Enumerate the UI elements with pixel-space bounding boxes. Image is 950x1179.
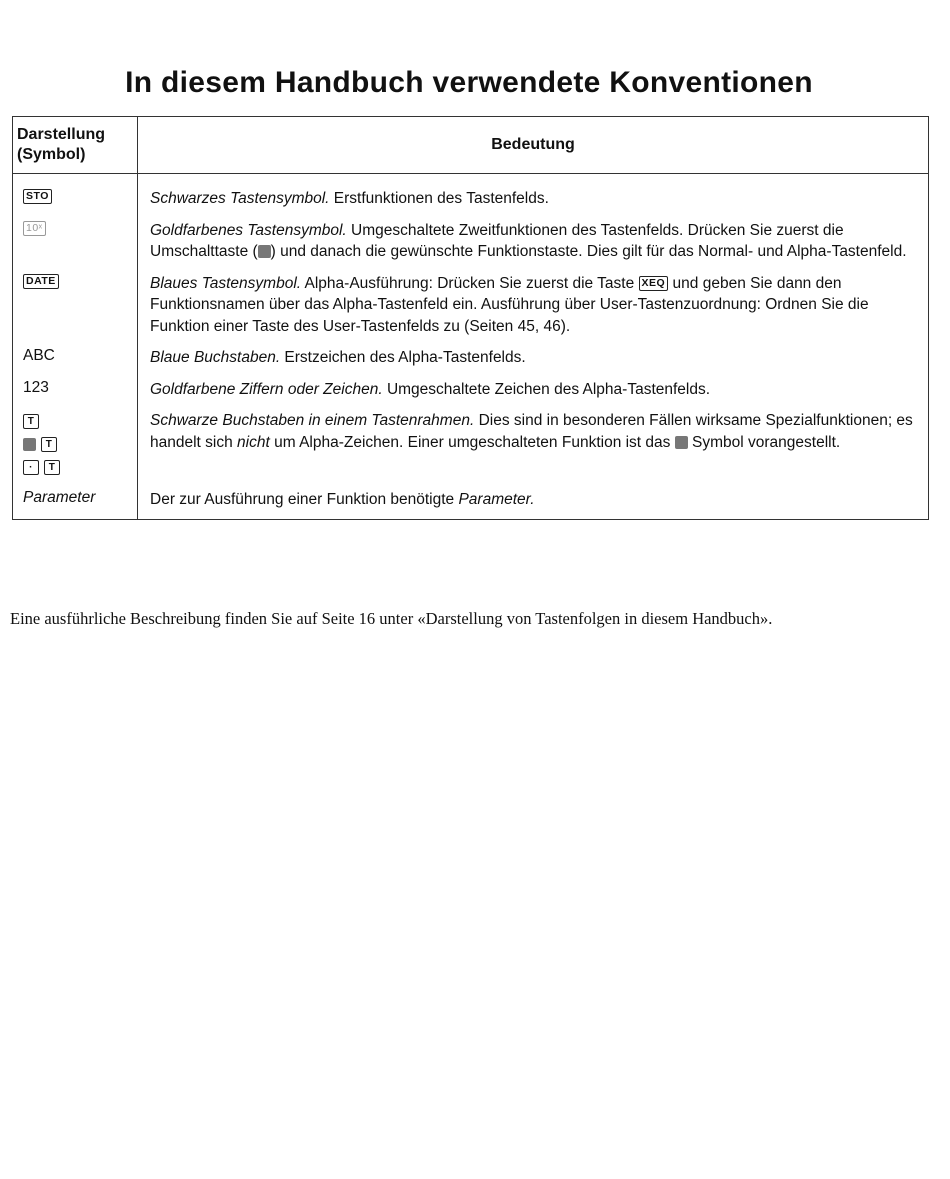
meaning-emphasis: Schwarzes Tastensymbol. (150, 190, 330, 207)
symbol-line (23, 456, 131, 479)
dot-key-icon: · (23, 460, 39, 475)
ten-power-x-key-icon: 10ˣ (23, 221, 46, 236)
t-key-icon: T (23, 414, 39, 429)
meaning-cell (138, 487, 929, 519)
symbol-cell (13, 218, 138, 271)
date-key-icon: DATE (23, 274, 59, 289)
shift-key-icon (675, 436, 688, 449)
table-row (13, 408, 929, 487)
meaning-text: Erstzeichen des Alpha-Tastenfelds. (280, 349, 526, 366)
symbol-cell (13, 487, 138, 519)
t-key-icon: T (41, 437, 57, 452)
page-title: In diesem Handbuch verwendete Konventionen (125, 66, 813, 99)
meaning-emphasis: Goldfarbene Ziffern oder Zeichen. (150, 380, 383, 398)
table-row (13, 174, 929, 218)
symbol-cell (13, 271, 138, 346)
meaning-text: Dies sind in besonderen Fällen wirksame Spezialfunktionen; es handelt sich (150, 412, 913, 451)
table-row (13, 271, 929, 346)
xeq-key-icon: XEQ (639, 276, 669, 291)
meaning-text-end: Symbol vorangestellt. (687, 433, 841, 451)
t-key-icon: T (44, 460, 60, 475)
meaning-emphasis: Schwarze Buchstaben in einem Tastenrahmen. (150, 412, 475, 429)
meaning-text: Alpha-Ausführung: Drücken Sie zuerst die Taste (301, 274, 639, 292)
meaning-cell (138, 345, 929, 377)
table-header-row (13, 117, 929, 174)
meaning-emphasis: Blaue Buchstaben. (150, 349, 281, 366)
symbol-cell: ABC (13, 345, 138, 377)
table-row (13, 377, 929, 409)
header-symbol: Darstellung (Symbol) (13, 117, 138, 174)
meaning-emphasis: Blaues Tastensymbol. (150, 274, 302, 292)
symbol-line (23, 410, 131, 433)
table-row (13, 487, 929, 519)
symbol-line (23, 433, 131, 456)
symbol-cell (13, 174, 138, 218)
shift-key-icon (23, 438, 36, 451)
meaning-text: Der zur Ausführung einer Funktion benötigte (150, 491, 459, 508)
table-row (13, 345, 929, 377)
meaning-emphasis-not: nicht (237, 433, 270, 451)
table-row (13, 218, 929, 271)
meaning-emphasis: Parameter. (458, 491, 535, 508)
shift-key-icon (258, 245, 271, 258)
meaning-cell (138, 408, 929, 487)
meaning-cell (138, 271, 929, 346)
meaning-text-continued: ) und danach die gewünschte Funktionstaste. Dies gilt für das Normal- und Alpha-Tastenfeld. (270, 243, 907, 260)
meaning-text-continued: und geben Sie dann den Funktionsnamen über das Alpha-Tastenfeld ein. Ausführung über User-Tastenzuordnung: Ordnen Sie die Funktion einer Taste des User-Tastenfelds zu (Seiten 45, 46). (150, 274, 869, 335)
meaning-text-continued: um Alpha-Zeichen. Einer umgeschalteten Funktion ist das (269, 433, 675, 451)
meaning-text: Umgeschaltete Zeichen des Alpha-Tastenfelds. (382, 380, 711, 398)
meaning-text: Erstfunktionen des Tastenfelds. (329, 190, 549, 207)
meaning-text: Umgeschaltete Zweitfunktionen des Tastenfelds. Drücken Sie zuerst die Umschalttaste ( (150, 221, 844, 260)
meaning-cell (138, 218, 929, 271)
symbol-cell (13, 408, 138, 487)
meaning-emphasis: Goldfarbenes Tastensymbol. (150, 221, 347, 239)
symbol-cell: 123 (13, 377, 138, 409)
footer-note: Eine ausführliche Beschreibung finden Sie auf Seite 16 unter «Darstellung von Tastenfolgen in diesem Handbuch». (10, 609, 773, 628)
sto-key-icon: STO (23, 189, 52, 204)
parameter-symbol: Parameter (23, 489, 96, 506)
header-meaning: Bedeutung (138, 117, 929, 174)
meaning-cell (138, 377, 929, 409)
conventions-table (12, 116, 929, 520)
meaning-cell (138, 174, 929, 218)
